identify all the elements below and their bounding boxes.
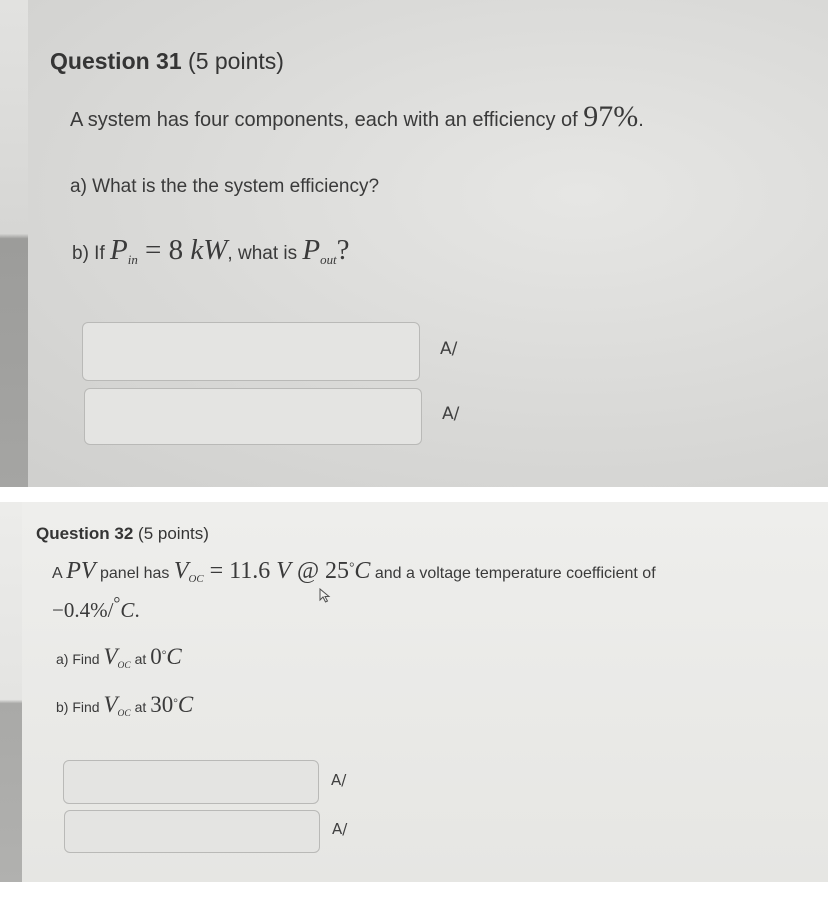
spellcheck-icon[interactable]: A/	[331, 771, 347, 789]
question-32-answer-1-input[interactable]	[63, 760, 319, 804]
voc-symbol: V	[103, 692, 118, 717]
efficiency-value: 97%	[583, 100, 639, 133]
spellcheck-icon[interactable]: A/	[440, 339, 458, 359]
question-31-part-b	[72, 234, 350, 268]
pout-symbol: P	[302, 234, 321, 266]
voc-at-temp: @ 25	[290, 558, 350, 584]
pin-symbol: P	[110, 234, 128, 266]
question-31-answer-1-input[interactable]	[82, 322, 420, 381]
pin-equals: = 8	[137, 234, 191, 266]
voc-symbol: V	[173, 558, 189, 584]
intro-a: A	[52, 565, 67, 582]
spellcheck-icon[interactable]: A/	[442, 404, 460, 424]
at-label: at	[130, 651, 151, 667]
pin-unit: kW	[190, 234, 228, 266]
spellcheck-icon[interactable]: A/	[332, 820, 348, 838]
celsius-unit: C	[354, 558, 371, 584]
question-31-answer-2-input[interactable]	[84, 388, 422, 445]
question-points: (5 points)	[188, 48, 284, 74]
question-number: Question 32	[36, 524, 134, 543]
degree-sign: °	[161, 648, 167, 662]
part-b-end: ?	[336, 234, 350, 266]
part-a-temperature: 0	[150, 644, 162, 669]
intro-c: and a voltage temperature coefficient of	[370, 565, 656, 582]
question-31-title	[50, 48, 284, 75]
voc-unit: V	[276, 558, 291, 584]
celsius-unit: C	[120, 598, 135, 622]
part-b-label: b) Find	[56, 699, 104, 715]
voc-subscript: OC	[117, 708, 131, 719]
question-31-part-a: a) What is the the system efficiency?	[70, 176, 380, 197]
question-number: Question 31	[50, 48, 182, 74]
left-accent-bar	[0, 502, 22, 882]
pv-symbol: PV	[66, 558, 96, 584]
question-32-intro	[52, 558, 656, 585]
degree-sign: °	[349, 559, 355, 575]
part-a-label: a) Find	[56, 651, 104, 667]
voc-subscript: OC	[188, 573, 204, 586]
pin-subscript: in	[127, 251, 138, 267]
question-32-part-b	[56, 692, 193, 719]
question-points: (5 points)	[138, 524, 209, 543]
question-32-part-a	[56, 644, 182, 671]
at-label: at	[130, 699, 151, 715]
part-b-mid: , what is	[227, 243, 303, 264]
degree-sign: °	[113, 593, 121, 613]
degree-sign: °	[173, 696, 178, 710]
coefficient-value: −0.4%/	[52, 598, 114, 622]
voc-subscript: OC	[117, 660, 131, 671]
voc-equals: = 11.6	[203, 558, 277, 584]
celsius-unit: C	[177, 692, 194, 717]
intro-b: panel has	[95, 565, 174, 582]
question-31-intro	[70, 100, 644, 134]
celsius-unit: C	[166, 644, 182, 669]
question-32-coefficient	[52, 593, 140, 623]
mouse-pointer-icon	[318, 588, 332, 604]
part-b-prefix: b) If	[72, 243, 111, 264]
intro-text: A system has four components, each with an efficiency of	[70, 109, 584, 131]
coefficient-end: .	[134, 598, 140, 622]
question-32-title	[36, 524, 209, 544]
intro-end: .	[638, 109, 644, 131]
part-b-temperature: 30	[150, 692, 174, 717]
voc-symbol: V	[103, 644, 118, 669]
question-32-answer-2-input[interactable]	[64, 810, 320, 853]
left-accent-bar	[0, 0, 28, 487]
pout-subscript: out	[320, 251, 337, 267]
